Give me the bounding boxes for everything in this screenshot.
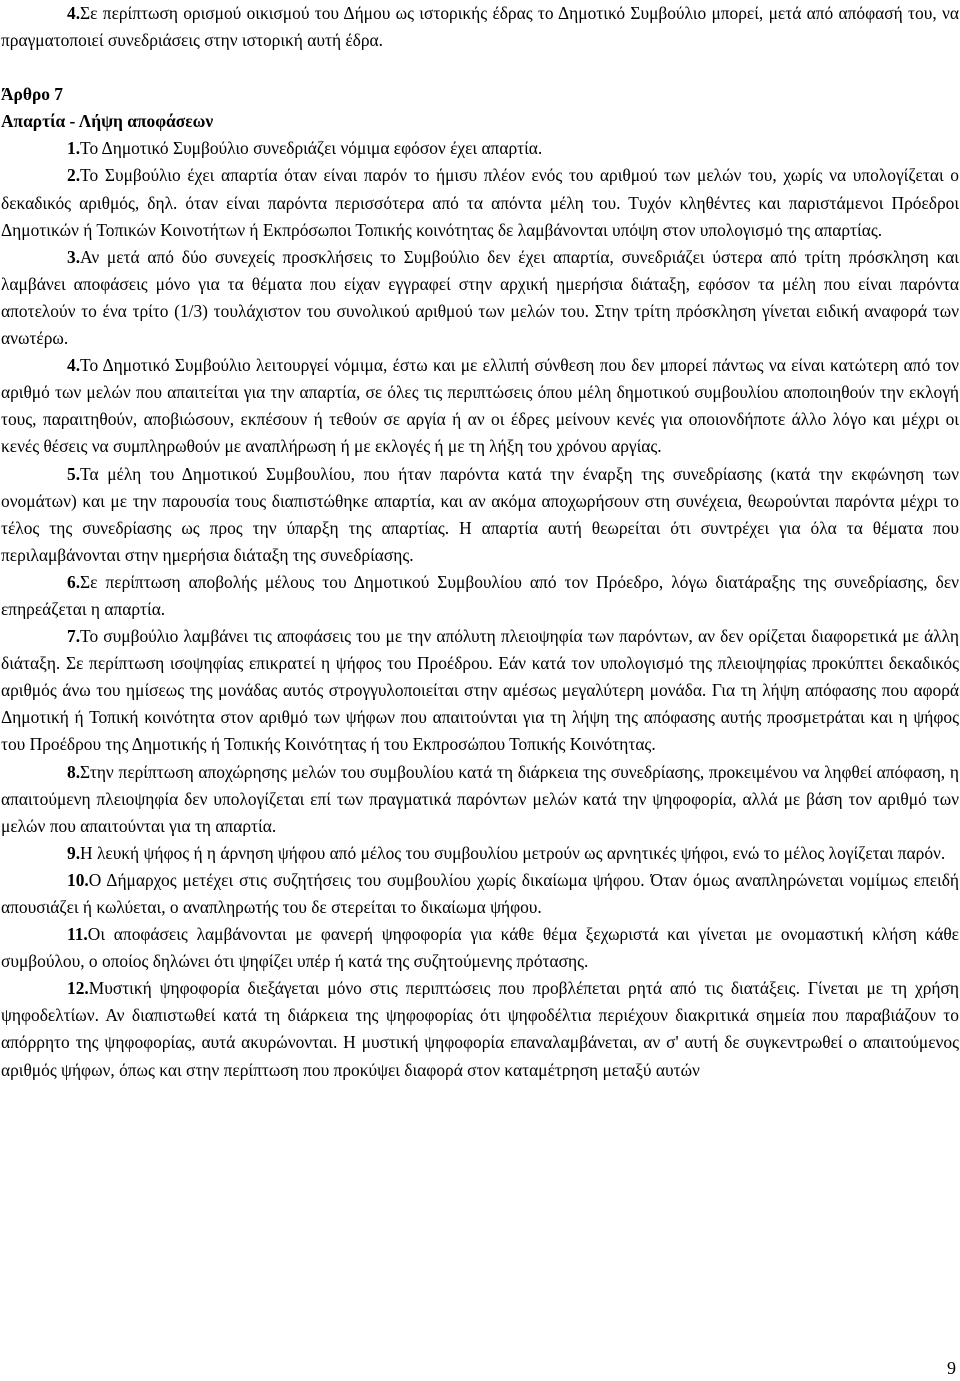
paragraph-number: 2. — [67, 165, 81, 186]
paragraph-text: Το Συμβούλιο έχει απαρτία όταν είναι παρόν το ήμισυ πλέον ενός του αριθμού των μελών του, χωρίς να υπολογίζεται ο δεκαδικός αριθμός, δηλ. όταν είναι παρόντα περισσότερα από τα απόντα μέλη του. Τυχόν κληθέντες και παριστάμενοι Πρόεδροι Δημοτικών ή Τοπικών Κοινοτήτων ή Εκπρόσωποι Τοπικής κοινότητας δε λαμβάνονται υπόψη στον υπολογισμό της απαρτίας. — [1, 165, 959, 240]
paragraph-7 — [1, 623, 959, 758]
paragraph-text: Το συμβούλιο λαμβάνει τις αποφάσεις του με την απόλυτη πλειοψηφία των παρόντων, αν δεν ορίζεται διαφορετικά με άλλη διάταξη. Σε περίπτωση ισοψηφίας επικρατεί η ψήφος του Προέδρου. Εάν κατά τον υπολογισμό της πλειοψηφίας προκύπτει δεκαδικός αριθμός άνω του ημίσεως της μονάδας αυτός στρογγυλοποιείται στην αμέσως μεγαλύτερη μονάδα. Για τη λήψη απόφασης που αφορά Δημοτική ή Τοπική κοινότητα στον αριθμό των ψήφων που απαιτούνται για τη λήψη της απόφασης αυτής προσμετράται και η ψήφος του Προέδρου της Δημοτικής ή Τοπικής Κοινότητας ή του Εκπροσώπου Τοπικής Κοινότητας. — [1, 626, 959, 755]
paragraph-11 — [1, 921, 959, 975]
paragraph-2 — [1, 162, 959, 243]
paragraph-3 — [1, 244, 959, 352]
intro-paragraph — [1, 0, 959, 54]
paragraph-4 — [1, 352, 959, 460]
paragraph-1 — [1, 135, 959, 162]
paragraph-text: Η λευκή ψήφος ή η άρνηση ψήφου από μέλος του συμβουλίου μετρούν ως αρνητικές ψήφοι, ενώ το μέλος λογίζεται παρόν. — [80, 842, 946, 863]
paragraph-text: Οι αποφάσεις λαμβάνονται με φανερή ψηφοφορία για κάθε θέμα ξεχωριστά και γίνεται με ονομαστική κλήση κάθε συμβούλου, ο οποίος δηλώνει ότι ψηφίζει υπέρ ή κατά της συζητούμενης πρότασης. — [1, 924, 959, 972]
article-paragraphs — [1, 135, 959, 1083]
paragraph-10 — [1, 867, 959, 921]
paragraph-number: 6. — [67, 571, 81, 592]
paragraph-number: 3. — [67, 246, 81, 267]
paragraph-number: 8. — [67, 761, 81, 782]
article-subtitle: Απαρτία - Λήψη αποφάσεων — [1, 111, 214, 132]
paragraph-number: 11. — [67, 924, 88, 945]
paragraph-number: 5. — [67, 463, 81, 484]
paragraph-6 — [1, 569, 959, 623]
spacer — [1, 54, 959, 81]
paragraph-5 — [1, 461, 959, 569]
paragraph-12 — [1, 975, 959, 1083]
paragraph-text: Το Δημοτικό Συμβούλιο λειτουργεί νόμιμα, έστω και με ελλιπή σύνθεση που δεν μπορεί πάντως να είναι κατώτερη από τον αριθμό των μελών που απαιτείται για την απαρτία, σε όλες τις περιπτώσεις όπου μέλη δημοτικού συμβουλίου αποποιηθούν την εκλογή τους, παραιτηθούν, αποβιώσουν, εκπέσουν ή τεθούν σε αργία ή αν οι έδρες μείνουν κενές για οποιονδήποτε άλλο λόγο και μέχρι οι κενές θέσεις να συμπληρωθούν με αναπλήρωση ή με εκλογές ή με τη λήξη του χρόνου αργίας. — [1, 355, 959, 457]
paragraph-text: Σε περίπτωση αποβολής μέλους του Δημοτικού Συμβουλίου από τον Πρόεδρο, λόγω διατάραξης της συνεδρίασης, δεν επηρεάζεται η απαρτία. — [1, 571, 959, 619]
paragraph-text: Μυστική ψηφοφορία διεξάγεται μόνο στις περιπτώσεις που προβλέπεται ρητά από τις διατάξεις. Γίνεται με τη χρήση ψηφοδελτίων. Αν διαπιστωθεί κατά τη διάρκεια της ψηφοφορίας ότι ψηφοδέλτια περιέχουν διακριτικά σημεία που παραβιάζουν το απόρρητο της ψηφοφορίας, αυτά ακυρώνονται. Η μυστική ψηφοφορία επαναλαμβάνεται, αν σ' αυτή δε συγκεντρωθεί ο απαιτούμενος αριθμός ψήφων, όπως και στην περίπτωση που προκύψει διαφορά στον καταμέτρηση μεταξύ αυτών — [1, 978, 959, 1080]
paragraph-text: Αν μετά από δύο συνεχείς προσκλήσεις το Συμβούλιο δεν έχει απαρτία, συνεδριάζει ύστερα από τρίτη πρόσκληση και λαμβάνει αποφάσεις μόνο για τα θέματα που είχαν εγγραφεί στην αρχική ημερήσια διάταξη, εφόσον τα μέλη που είναι παρόντα αποτελούν το ένα τρίτο (1/3) τουλάχιστον του συνολικού αριθμού των μελών του. Στην τρίτη πρόσκληση γίνεται ειδική αναφορά των ανωτέρω. — [1, 246, 959, 349]
paragraph-number: 10. — [67, 869, 89, 890]
paragraph-number: 12. — [67, 978, 89, 999]
paragraph-text: Το Δημοτικό Συμβούλιο συνεδριάζει νόμιμα εφόσον έχει απαρτία. — [80, 138, 543, 159]
paragraph-text: Στην περίπτωση αποχώρησης μελών του συμβουλίου κατά τη διάρκεια της συνεδρίασης, προκειμένου να ληφθεί απόφαση, η απαιτούμενη πλειοψηφία δεν υπολογίζεται επί των πραγματικά παρόντων μελών κατά την ψηφοφορία, αλλά με βάση τον αριθμό των μελών που απαιτούνται για τη απαρτία. — [1, 761, 959, 836]
paragraph-text: Τα μέλη του Δημοτικού Συμβουλίου, που ήταν παρόντα κατά την έναρξη της συνεδρίασης (κατά την εκφώνηση των ονομάτων) και με την παρουσία τους διαπιστώθηκε απαρτία, και αν ακόμα αποχωρήσουν στη συνέχεια, θεωρούνται παρόντα μέχρι το τέλος της συνεδρίασης ως προς την ύπαρξη της απαρτίας. Η απαρτία αυτή θεωρείται ότι συντρέχει για όλα τα θέματα που περιλαμβάνονται στην ημερήσια διάταξη της συνεδρίασης. — [1, 463, 959, 565]
paragraph-9 — [1, 840, 959, 867]
paragraph-text: Ο Δήμαρχος μετέχει στις συζητήσεις του συμβουλίου χωρίς δικαίωμα ψήφου. Όταν όμως αναπληρώνεται νομίμως επειδή απουσιάζει ή κωλύεται, ο αναπληρωτής του δε στερείται το δικαίωμα ψήφου. — [1, 869, 959, 917]
paragraph-number: 4. — [67, 355, 81, 376]
article-title: Άρθρο 7 — [1, 84, 63, 105]
paragraph-number: 4. — [67, 3, 81, 23]
page-number: 9 — [947, 1358, 956, 1378]
paragraph-number: 9. — [67, 842, 81, 863]
paragraph-number: 7. — [67, 626, 81, 647]
paragraph-text: Σε περίπτωση ορισμού οικισμού του Δήμου ως ιστορικής έδρας το Δημοτικό Συμβούλιο μπορεί, μετά από απόφασή του, να πραγματοποιεί συνεδριάσεις στην ιστορική αυτή έδρα. — [1, 3, 959, 51]
paragraph-number: 1. — [67, 138, 81, 159]
paragraph-8 — [1, 759, 959, 840]
